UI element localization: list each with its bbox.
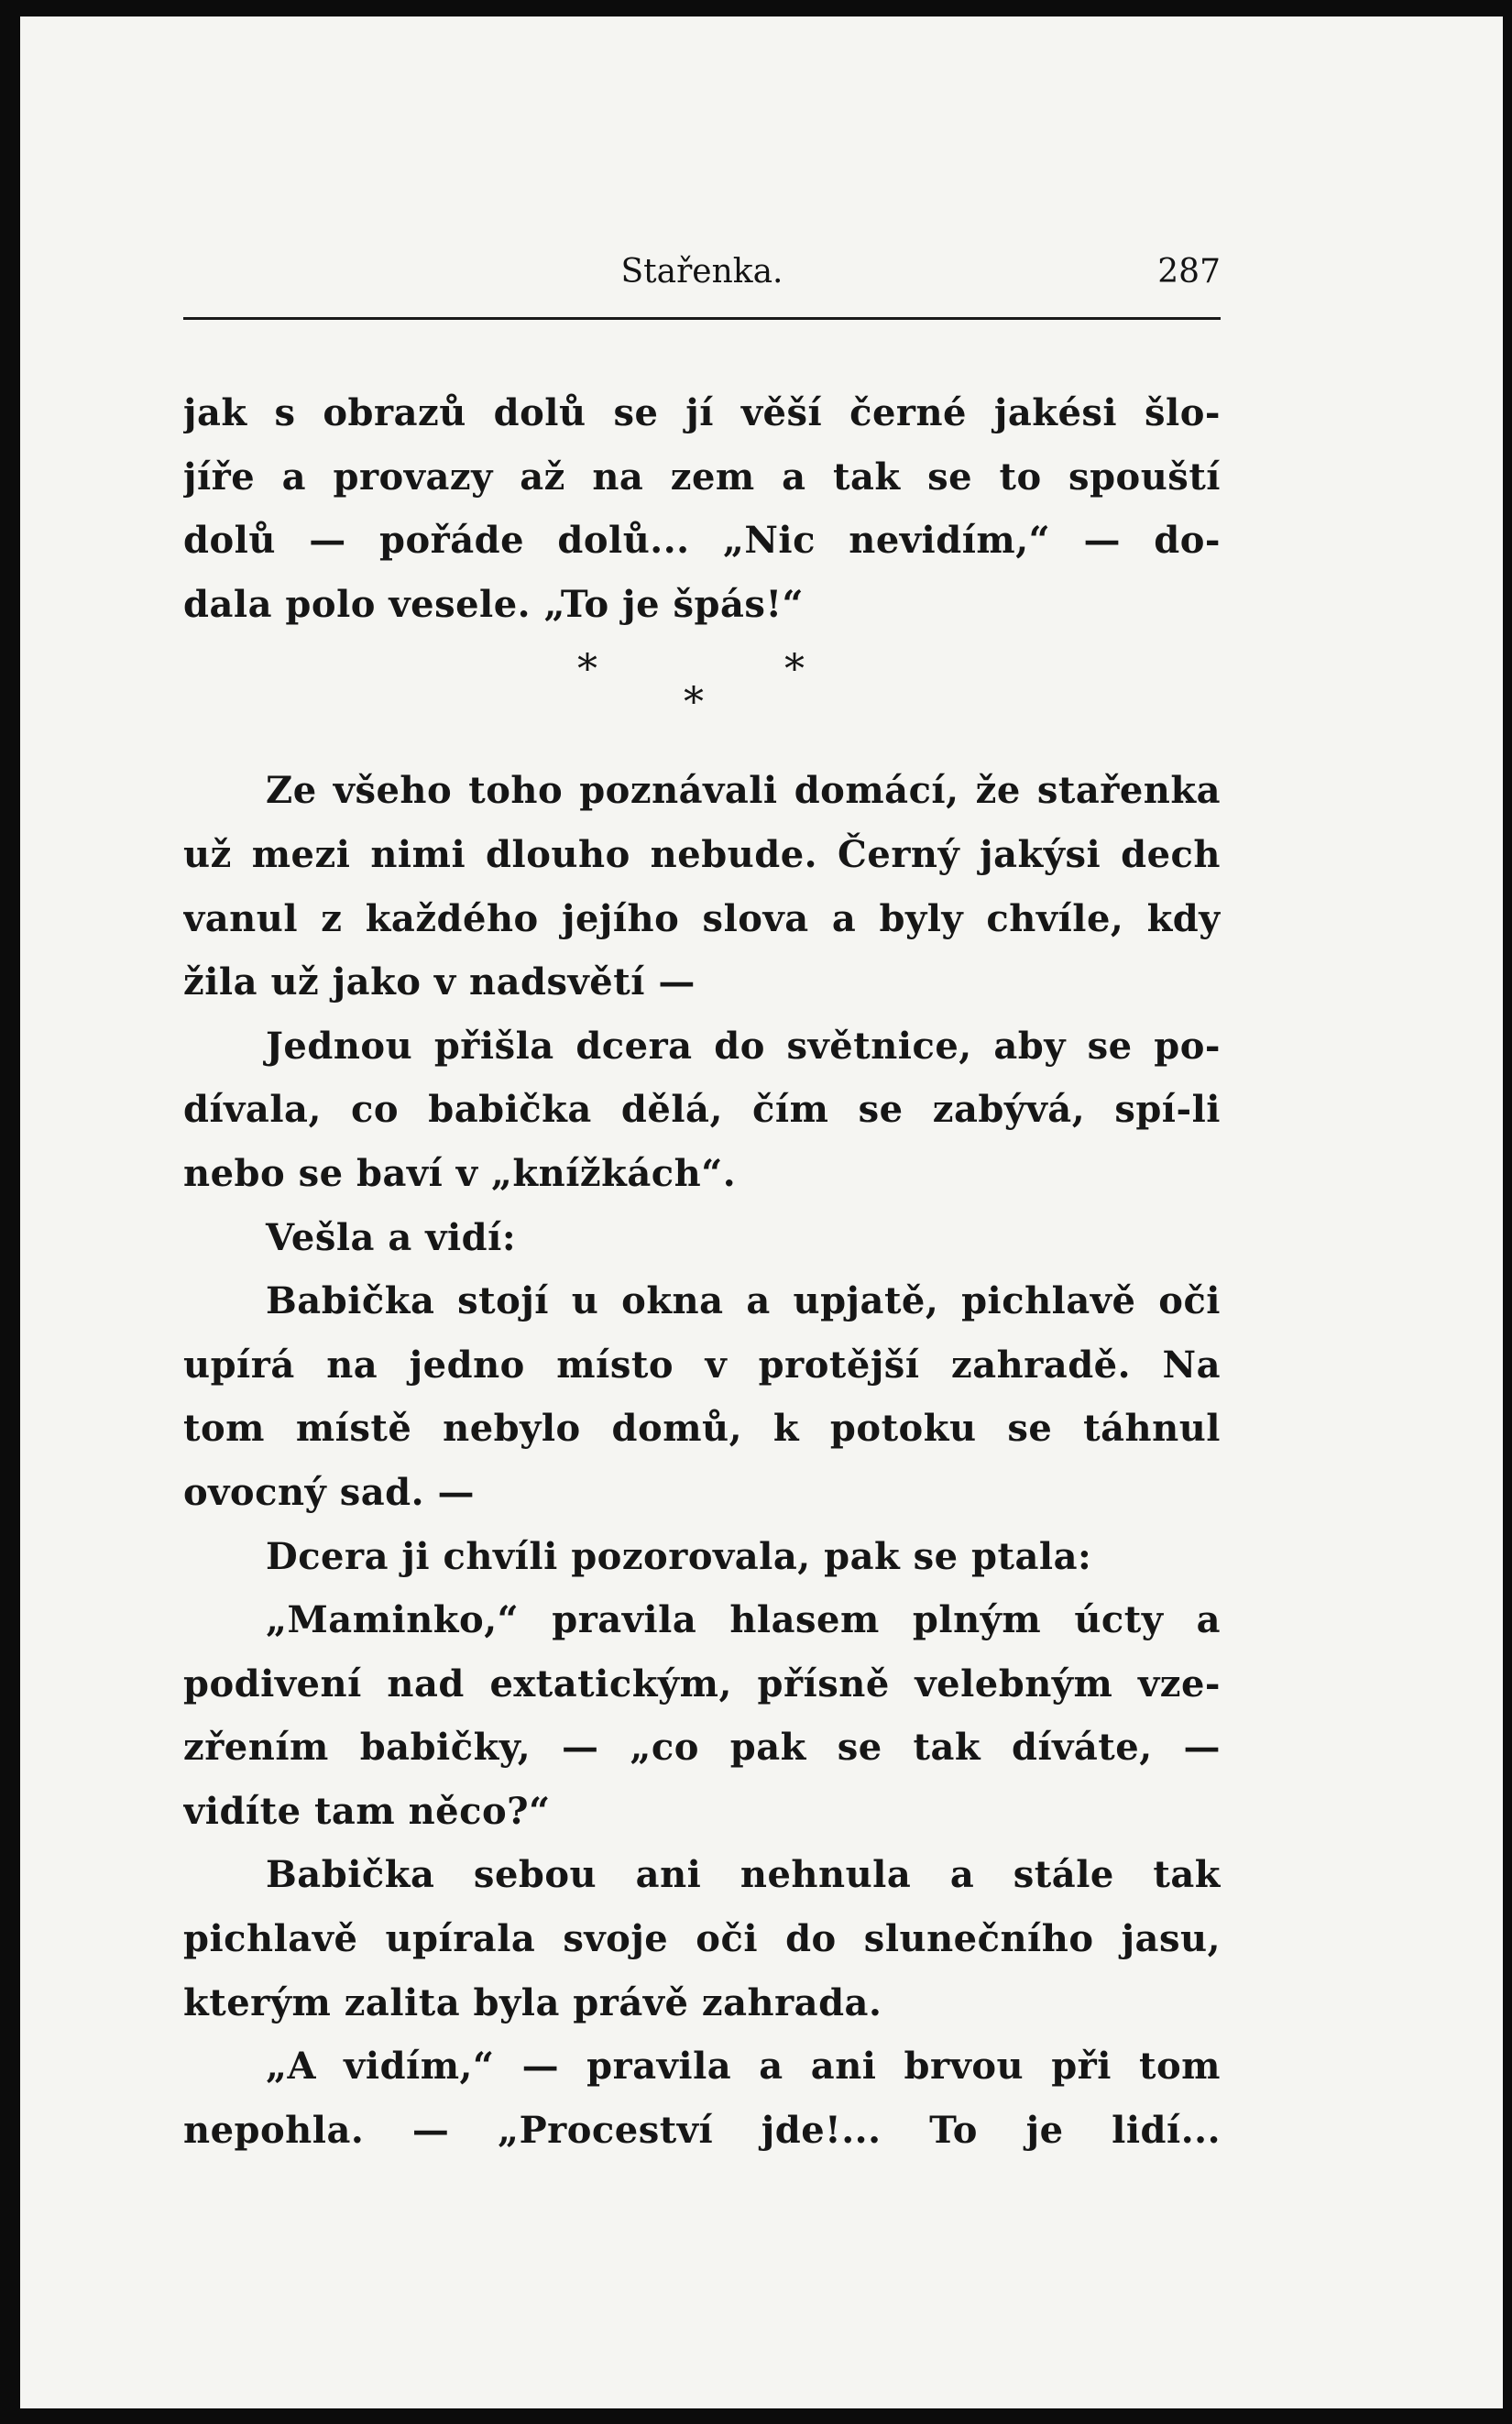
text-line: „Maminko,“ pravila hlasem plným úcty a [266,1598,1221,1642]
text-line: jak s obrazů dolů se jí věší černé jakési šlo- [183,391,1221,434]
text-line: upírá na jedno místo v protější zahradě. Na [183,1343,1221,1387]
text-line: pichlavě upírala svoje oči do slunečního jasu, [183,1917,1221,1961]
text-line: dolů — pořáde dolů... „Nic nevidím,“ — do- [183,519,1221,563]
text-line: Babička stojí u okna a upjatě, pichlavě oči [266,1279,1221,1323]
text-line: tom místě nebylo domů, k potoku se táhnul [183,1407,1221,1451]
body-text [183,381,1221,2162]
text-line: jíře a provazy až na zem a tak se to spouští [183,455,1221,499]
page-header [183,253,1221,308]
text-line: kterým zalita byla právě zahrada. [183,1980,882,2024]
text-line: podivení nad extatickým, přísně velebným vze- [183,1662,1221,1706]
section-ornament [183,641,1221,759]
text-line: žila už jako v nadsvětí — [183,960,696,1004]
text-line: nepohla. — „Proceství jde!... To je lidí... [183,2108,1221,2152]
page-number: 287 [1157,253,1221,291]
asterisk-ornament: * [684,679,705,727]
header-rule [183,317,1221,320]
text-line: „A vidím,“ — pravila a ani brvou při tom [266,2045,1221,2089]
text-line: ovocný sad. — [183,1470,475,1514]
text-line: zřením babičky, — „co pak se tak díváte, — [183,1726,1221,1770]
text-line: dala polo vesele. „To je špás!“ [183,582,805,626]
text-line: vidíte tam něco?“ [183,1789,551,1833]
text-line: Vešla a vidí: [266,1215,517,1259]
text-line: dívala, co babička dělá, čím se zabývá, spí-li [183,1088,1221,1132]
text-line: Babička sebou ani nehnula a stále tak [266,1853,1221,1897]
book-page [20,16,1503,2408]
text-line: už mezi nimi dlouho nebude. Černý jakýsi dech [183,832,1221,876]
running-title: Stařenka. [620,253,783,291]
asterisk-ornament: * [577,646,598,694]
text-line: vanul z každého jejího slova a byly chvíle, kdy [183,896,1221,940]
asterisk-ornament: * [784,646,805,694]
text-line: nebo se baví v „knížkách“. [183,1151,737,1195]
text-line: Dcera ji chvíli pozorovala, pak se ptala: [266,1534,1092,1578]
text-line: Jednou přišla dcera do světnice, aby se po- [266,1024,1221,1068]
text-line: Ze všeho toho poznávali domácí, že stařenka [266,769,1221,813]
